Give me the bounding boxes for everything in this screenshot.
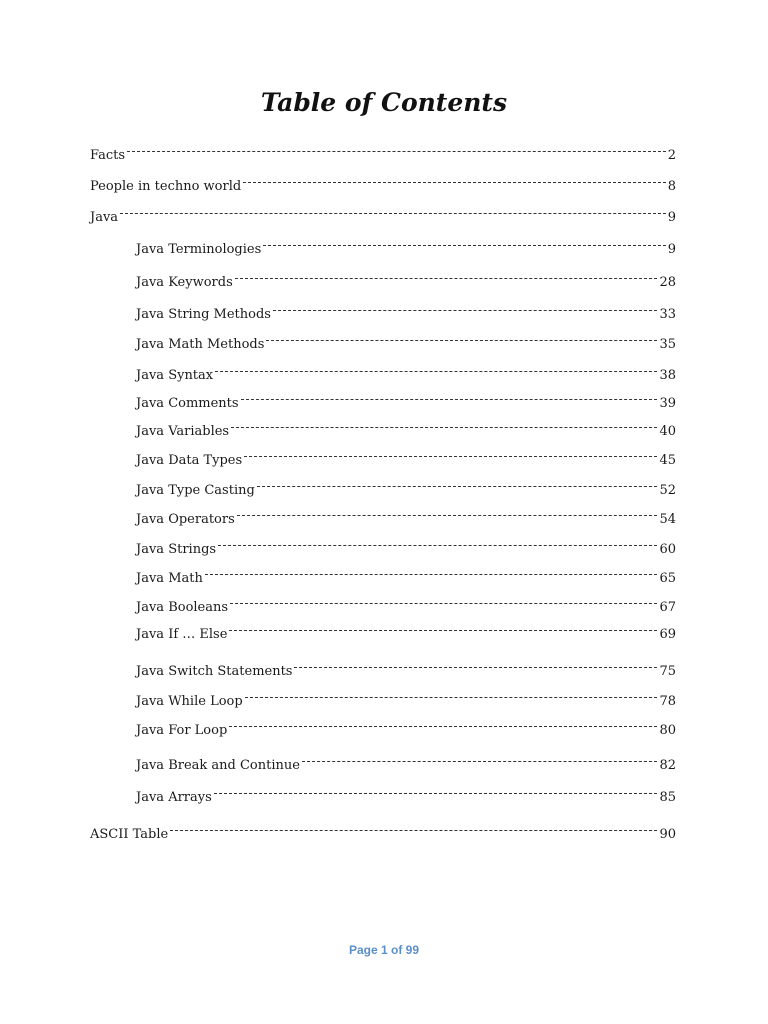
toc-entry[interactable] — [90, 203, 676, 227]
page-title: Table of Contents — [260, 88, 508, 117]
toc-entry-page-number: 90 — [659, 827, 676, 842]
page-footer: Page 1 of 99 — [348, 943, 420, 957]
dot-leader — [229, 716, 657, 734]
dot-leader — [205, 564, 658, 582]
toc-entry-label: Java Keywords — [136, 275, 233, 290]
toc-entry[interactable] — [136, 751, 676, 775]
toc-entry-label: Java Math Methods — [136, 337, 265, 352]
toc-entry[interactable] — [90, 172, 676, 196]
toc-entry-label: Java Terminologies — [136, 242, 262, 257]
toc-entry[interactable] — [136, 657, 676, 681]
toc-entry[interactable] — [136, 330, 676, 354]
toc-entry-label: Java If … Else — [136, 627, 228, 642]
toc-entry-page-number: 54 — [659, 512, 676, 527]
dot-leader — [302, 751, 657, 769]
dot-leader — [244, 446, 657, 464]
toc-entry-label: Java Math — [136, 571, 203, 586]
toc-entry-label: Java Strings — [136, 542, 217, 557]
dot-leader — [230, 593, 657, 611]
toc-entry-page-number: 67 — [659, 600, 676, 615]
toc-entry-label: Java Break and Continue — [136, 758, 300, 773]
toc-entry-page-number: 40 — [659, 424, 676, 439]
toc-entry[interactable] — [136, 417, 676, 441]
dot-leader — [229, 620, 657, 638]
toc-entry[interactable] — [136, 361, 676, 385]
dot-leader — [241, 389, 658, 407]
toc-entry-page-number: 82 — [659, 758, 676, 773]
toc-entry[interactable] — [136, 235, 676, 259]
toc-entry[interactable] — [90, 141, 676, 165]
dot-leader — [273, 300, 658, 318]
toc-entry-page-number: 39 — [659, 396, 676, 411]
toc-entry[interactable] — [136, 389, 676, 413]
dot-leader — [257, 476, 658, 494]
toc-entry-label: Java Booleans — [136, 600, 229, 615]
toc-entry-page-number: 38 — [659, 368, 676, 383]
dot-leader — [235, 268, 658, 286]
toc-entry-page-number: 33 — [659, 307, 676, 322]
toc-entry-label: Java While Loop — [136, 694, 243, 709]
toc-entry[interactable] — [136, 593, 676, 617]
dot-leader — [127, 141, 666, 159]
toc-entry-page-number: 65 — [659, 571, 676, 586]
dot-leader — [263, 235, 665, 253]
toc-entry-page-number: 52 — [659, 483, 676, 498]
toc-entry-label: Java Comments — [136, 396, 239, 411]
dot-leader — [214, 783, 658, 801]
toc-entry-label: Java Data Types — [136, 453, 243, 468]
toc-entry-page-number: 9 — [667, 242, 676, 257]
toc-entry-page-number: 75 — [659, 664, 676, 679]
toc-entry[interactable] — [136, 716, 676, 740]
dot-leader — [266, 330, 657, 348]
dot-leader — [231, 417, 657, 435]
toc-entry[interactable] — [136, 268, 676, 292]
toc-entry-page-number: 28 — [659, 275, 676, 290]
dot-leader — [215, 361, 657, 379]
toc-entry-page-number: 60 — [659, 542, 676, 557]
dot-leader — [237, 505, 658, 523]
toc-entry-page-number: 35 — [659, 337, 676, 352]
toc-entry-label: Java Arrays — [136, 790, 212, 805]
toc-entry[interactable] — [90, 820, 676, 844]
toc-entry[interactable] — [136, 300, 676, 324]
dot-leader — [245, 687, 658, 705]
toc-entry[interactable] — [136, 476, 676, 500]
toc-entry-page-number: 69 — [659, 627, 676, 642]
toc-entry-label: Java String Methods — [136, 307, 271, 322]
toc-entry[interactable] — [136, 564, 676, 588]
toc-entry-label: Java — [90, 210, 119, 225]
toc-entry-label: ASCII Table — [90, 827, 169, 842]
toc-entry-page-number: 45 — [659, 453, 676, 468]
toc-entry[interactable] — [136, 687, 676, 711]
toc-entry[interactable] — [136, 446, 676, 470]
toc-entry-page-number: 2 — [667, 148, 676, 163]
dot-leader — [120, 203, 666, 221]
dot-leader — [294, 657, 657, 675]
toc-entry-page-number: 78 — [659, 694, 676, 709]
toc-entry-page-number: 85 — [659, 790, 676, 805]
toc-entry[interactable] — [136, 535, 676, 559]
dot-leader — [243, 172, 666, 190]
toc-entry-label: Java Operators — [136, 512, 235, 527]
dot-leader — [218, 535, 657, 553]
dot-leader — [170, 820, 657, 838]
toc-entry-label: People in techno world — [90, 179, 242, 194]
toc-entry-label: Java Type Casting — [136, 483, 255, 498]
toc-entry-label: Facts — [90, 148, 126, 163]
toc-entry[interactable] — [136, 783, 676, 807]
toc-entry-page-number: 8 — [667, 179, 676, 194]
toc-entry-label: Java Variables — [136, 424, 230, 439]
toc-entry-label: Java Switch Statements — [136, 664, 293, 679]
toc-entry[interactable] — [136, 620, 676, 644]
toc-entry-label: Java Syntax — [136, 368, 214, 383]
toc-entry-page-number: 80 — [659, 723, 676, 738]
toc-entry-page-number: 9 — [667, 210, 676, 225]
toc-entry[interactable] — [136, 505, 676, 529]
toc-entry-label: Java For Loop — [136, 723, 228, 738]
